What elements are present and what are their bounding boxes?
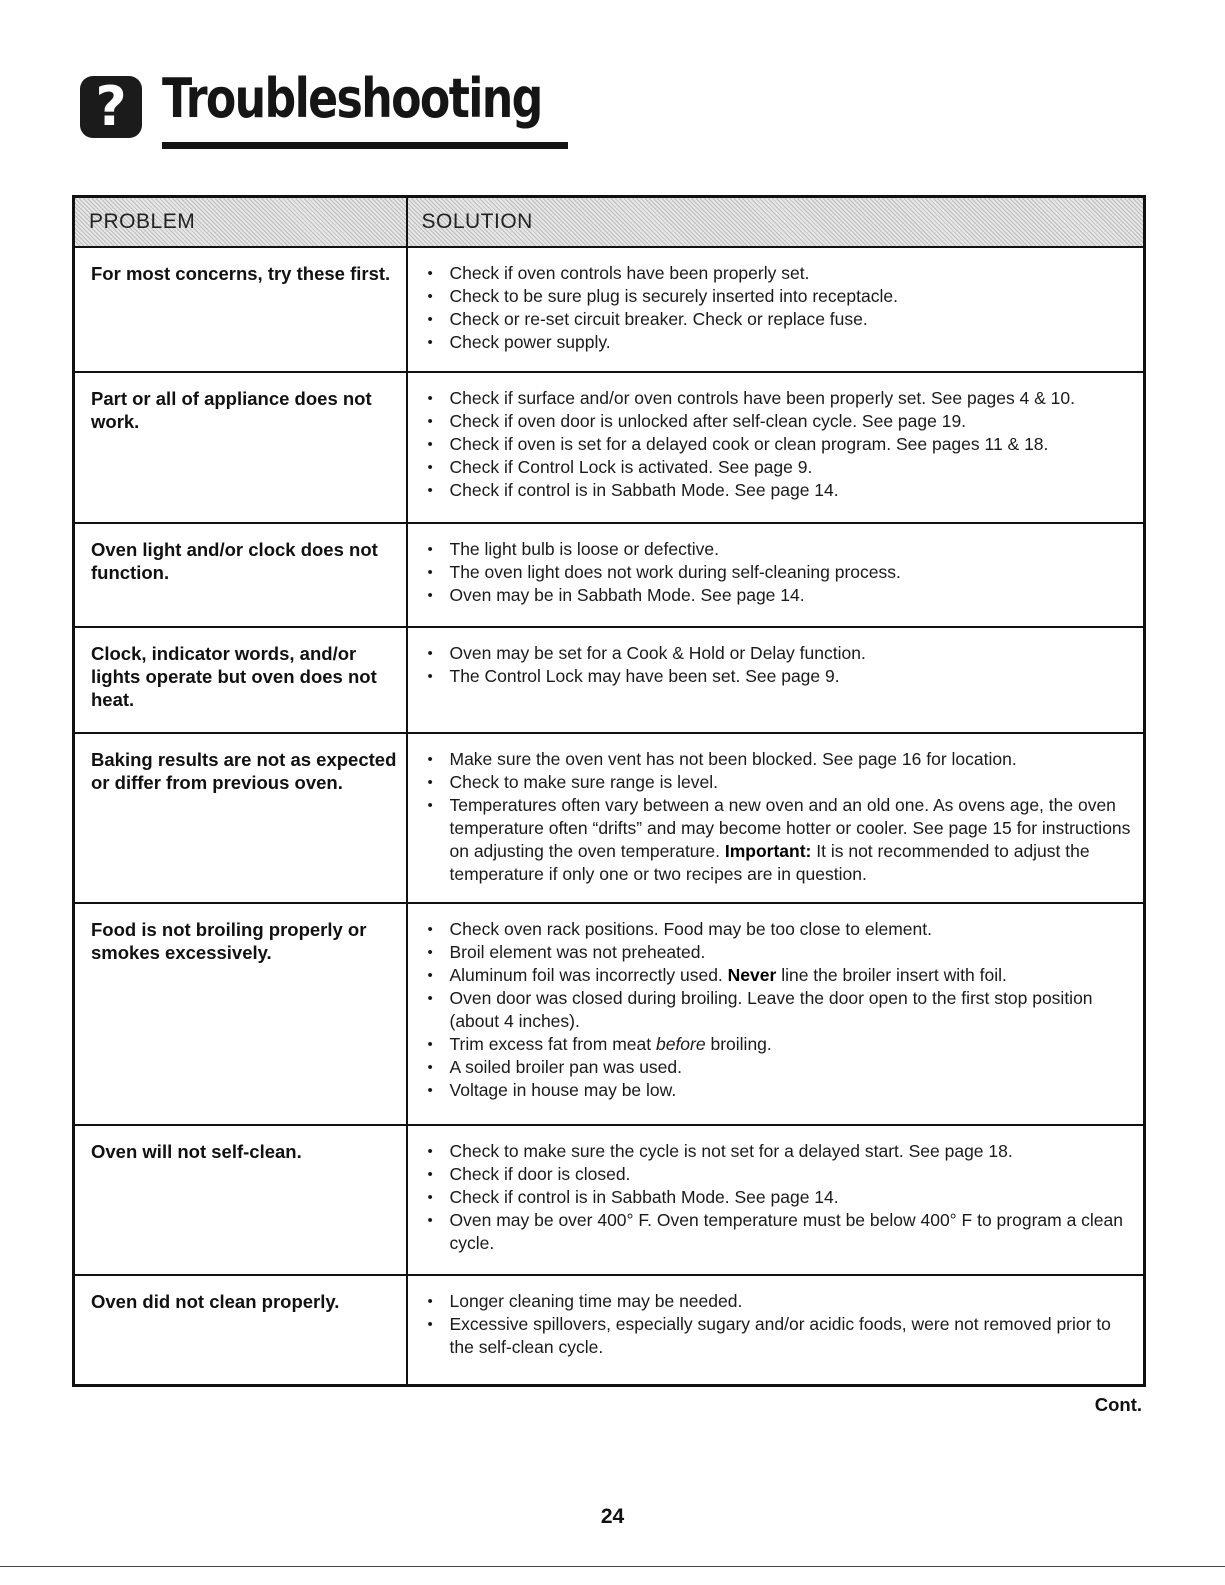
solution-item: • Make sure the oven vent has not been blocked. See page 16 for location. [428,748,1134,771]
solution-text-after: broiling. [710,1034,772,1054]
solution-list [428,918,1134,1102]
solution-text-after: line the broiler insert with foil. [781,965,1007,985]
solution-text-after: It is not recommended to adjust the temperature if only one or two recipes are in question. [449,841,1090,884]
table-row [74,733,1145,903]
solution-item: • A soiled broiler pan was used. [428,1056,1134,1079]
solution-item: • Broil element was not preheated. [428,941,1134,964]
solution-cell [407,627,1145,733]
solution-item: • The light bulb is loose or defective. [428,538,1134,561]
table-header-row [74,197,1145,248]
solution-list [428,262,1134,354]
column-header-solution: SOLUTION [407,197,1145,248]
table-row [74,627,1145,733]
solution-item [428,964,1134,987]
page-title: Troubleshooting [162,67,542,130]
problem-cell: Oven light and/or clock does not function. [74,523,407,627]
solution-item [428,794,1134,886]
solution-item: • Check if control is in Sabbath Mode. See page 14. [428,1186,1134,1209]
solution-cell [407,733,1145,903]
troubleshooting-table [72,195,1146,1387]
solution-item: • Check to be sure plug is securely inserted into receptacle. [428,285,1134,308]
solution-cell [407,523,1145,627]
emphasis-text: Important: [724,841,812,861]
solution-item: • Longer cleaning time may be needed. [428,1290,1134,1313]
solution-text: Temperatures often vary between a new oven and an old one. As ovens age, the oven temperature often “drifts” and may become hotter or cooler. See page 15 for instructions on adjusting the oven temperature. [449,795,1131,861]
solution-cell [407,372,1145,523]
solution-item: • Check if oven door is unlocked after self-clean cycle. See page 19. [428,410,1134,433]
solution-item: • Check if oven is set for a delayed cook or clean program. See pages 11 & 18. [428,433,1134,456]
page-number: 24 [600,1505,625,1528]
solution-item: • Check if oven controls have been properly set. [428,262,1134,285]
solution-list [428,748,1134,886]
solution-item: • Check to make sure range is level. [428,771,1134,794]
table-row [74,523,1145,627]
solution-item: • Check if surface and/or oven controls have been properly set. See pages 4 & 10. [428,387,1134,410]
problem-cell: For most concerns, try these first. [74,247,407,372]
solution-item: • Oven may be over 400° F. Oven temperature must be below 400° F to program a clean cycle. [428,1209,1134,1255]
problem-cell: Oven will not self-clean. [74,1125,407,1275]
solution-cell [407,903,1145,1125]
solution-item: • Check power supply. [428,331,1134,354]
solution-list [428,1140,1134,1255]
solution-cell [407,247,1145,372]
solution-list [428,1290,1134,1359]
solution-item: • Check to make sure the cycle is not set for a delayed start. See page 18. [428,1140,1134,1163]
solution-list [428,387,1134,502]
question-mark-icon: ? [80,76,142,138]
solution-item: • The Control Lock may have been set. See page 9. [428,665,1134,688]
solution-item: • Oven may be in Sabbath Mode. See page 14. [428,584,1134,607]
problem-cell: Part or all of appliance does not work. [74,372,407,523]
solution-item: • Check if Control Lock is activated. See page 9. [428,456,1134,479]
solution-item: • Check or re-set circuit breaker. Check or replace fuse. [428,308,1134,331]
solution-item: • Check oven rack positions. Food may be too close to element. [428,918,1134,941]
problem-cell: Baking results are not as expected or differ from previous oven. [74,733,407,903]
solution-item: • Excessive spillovers, especially sugary and/or acidic foods, were not removed prior to the self-clean cycle. [428,1313,1134,1359]
table-row [74,903,1145,1125]
solution-item: • The oven light does not work during self-cleaning process. [428,561,1134,584]
title-underline [162,142,568,149]
solution-item: • Oven may be set for a Cook & Hold or Delay function. [428,642,1134,665]
table-row [74,1275,1145,1385]
continued-label: Cont. [1094,1394,1142,1415]
solution-list [428,642,1134,688]
solution-cell [407,1275,1145,1385]
italic-text: before [655,1034,706,1054]
solution-item [428,1033,1134,1056]
solution-item: • Voltage in house may be low. [428,1079,1134,1102]
solution-text: Aluminum foil was incorrectly used. [449,965,723,985]
problem-cell: Clock, indicator words, and/or lights operate but oven does not heat. [74,627,407,733]
solution-list [428,538,1134,607]
problem-cell: Oven did not clean properly. [74,1275,407,1385]
table-row [74,247,1145,372]
column-header-problem: PROBLEM [74,197,407,248]
table-row [74,372,1145,523]
bottom-divider [0,1566,1225,1567]
table-row [74,1125,1145,1275]
solution-item: • Oven door was closed during broiling. Leave the door open to the first stop position (about 4 inches). [428,987,1134,1033]
solution-cell [407,1125,1145,1275]
solution-item: • Check if control is in Sabbath Mode. See page 14. [428,479,1134,502]
problem-cell: Food is not broiling properly or smokes excessively. [74,903,407,1125]
solution-item: • Check if door is closed. [428,1163,1134,1186]
emphasis-text: Never [727,965,777,985]
solution-text: Trim excess fat from meat [449,1034,652,1054]
